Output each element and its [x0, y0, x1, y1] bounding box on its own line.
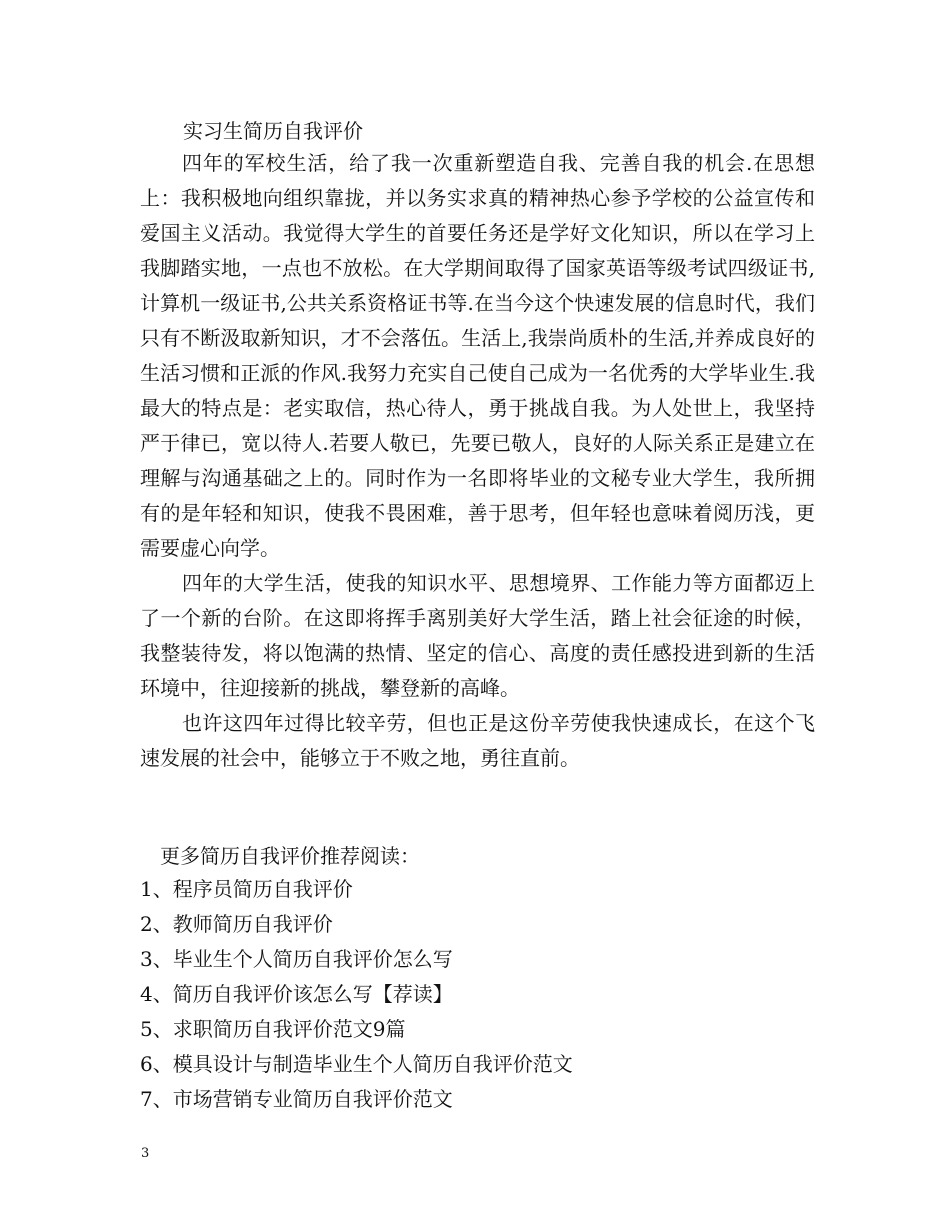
related-link[interactable]: 7、市场营销专业简历自我评价范文	[140, 1087, 453, 1111]
document-body	[140, 146, 815, 776]
body-paragraph: 四年的大学生活，使我的知识水平、思想境界、工作能力等方面都迈上了一个新的台阶。在这即将挥手离别美好大学生活，踏上社会征途的时候，我整装待发，将以饱满的热情、坚定的信心、高度的责任感投进到新的生活环境中，往迎接新的挑战，攀登新的高峰。	[140, 571, 815, 700]
body-paragraph: 也许这四年过得比较辛劳，但也正是这份辛劳使我快速成长，在这个飞速发展的社会中，能够立于不败之地，勇往直前。	[140, 711, 815, 770]
related-link[interactable]: 2、教师简历自我评价	[140, 912, 333, 936]
related-link[interactable]: 5、求职简历自我评价范文9篇	[140, 1017, 406, 1041]
related-link[interactable]: 4、简历自我评价该怎么写【荐读】	[140, 982, 453, 1006]
body-paragraph: 四年的军校生活，给了我一次重新塑造自我、完善自我的机会.在思想上：我积极地向组织靠拢，并以务实求真的精神热心参予学校的公益宣传和爱国主义活动。我觉得大学生的首要任务还是学好文化知识，所以在学习上我脚踏实地，一点也不放松。在大学期间取得了国家英语等级考试四级证书,计算机一级证书,公共关系资格证书等.在当今这个快速发展的信息时代，我们只有不断汲取新知识，才不会落伍。生活上,我崇尚质朴的生活,并养成良好的生活习惯和正派的作风.我努力充实自己使自己成为一名优秀的大学毕业生.我最大的特点是：老实取信，热心待人，勇于挑战自我。为人处世上，我坚持严于律已，宽以待人.若要人敬已，先要已敬人，良好的人际关系正是建立在理解与沟通基础之上的。同时作为一名即将毕业的文秘专业大学生，我所拥有的是年轻和知识，使我不畏困难，善于思考，但年轻也意味着阅历浅，更需要虚心向学。	[140, 151, 815, 560]
related-link[interactable]: 1、程序员简历自我评价	[140, 877, 353, 901]
related-links-list	[140, 872, 573, 1117]
more-reading-label: 更多简历自我评价推荐阅读：	[160, 844, 420, 868]
page-number: 3	[141, 1146, 150, 1161]
document-title: 实习生简历自我评价	[183, 119, 363, 143]
related-link[interactable]: 6、模具设计与制造毕业生个人简历自我评价范文	[140, 1052, 573, 1076]
related-link[interactable]: 3、毕业生个人简历自我评价怎么写	[140, 947, 453, 971]
